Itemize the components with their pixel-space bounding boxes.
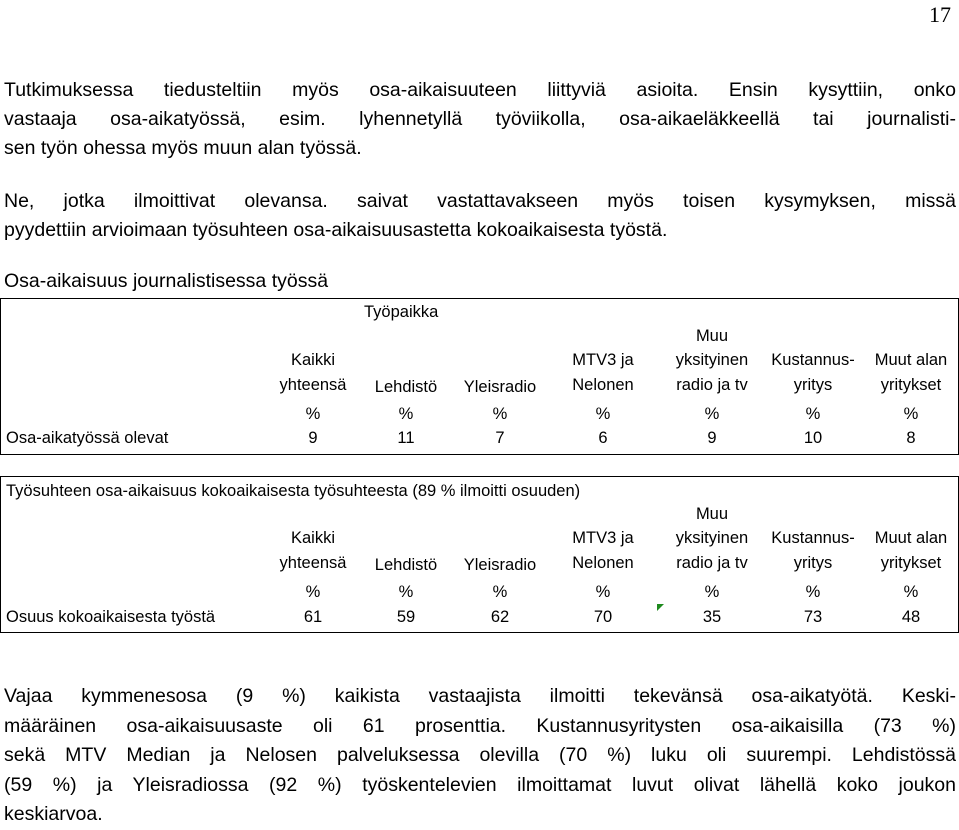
column-header: yksityinen: [675, 529, 749, 547]
intro-paragraph-2: [4, 187, 956, 245]
table-title: Työsuhteen osa-aikaisuus kokoaikaisesta työsuhteesta (89 % ilmoitti osuuden): [6, 482, 581, 500]
table-cell: 6: [598, 429, 608, 447]
table-2: [0, 476, 959, 633]
column-header: radio ja tv: [676, 554, 748, 572]
unit-label: %: [398, 405, 414, 423]
unit-label: %: [492, 583, 508, 601]
unit-label: %: [492, 405, 508, 423]
text-line: keskiarvoa.: [4, 803, 103, 825]
intro-paragraph-1: [4, 76, 956, 163]
unit-label: %: [704, 583, 720, 601]
text-line: pyydettiin arvioimaan työsuhteen osa-aikaisuusastetta kokoaikaisesta työstä.: [4, 219, 668, 241]
column-header: Kustannus-: [771, 351, 855, 369]
table-cell: 11: [397, 429, 415, 447]
table-cell: 8: [906, 429, 916, 447]
text-line: sen työn ohessa myös muun alan työssä.: [4, 137, 362, 159]
page-number: 17: [929, 2, 951, 27]
group-label: Työpaikka: [364, 303, 439, 321]
column-header: Lehdistö: [374, 556, 438, 574]
table-cell: 73: [803, 608, 823, 626]
table-1: [0, 298, 959, 455]
table-cell: 7: [495, 429, 505, 447]
column-header: MTV3 ja: [572, 529, 634, 547]
section-title: Osa-aikaisuus journalistisessa työssä: [4, 270, 329, 292]
column-header: Muu: [695, 505, 729, 523]
unit-label: %: [595, 583, 611, 601]
table-cell: 35: [702, 608, 722, 626]
column-header: yhteensä: [279, 554, 347, 572]
column-header: Nelonen: [572, 554, 634, 572]
table-cell: 59: [396, 608, 416, 626]
text-line: määräinen osa-aikaisuusaste oli 61 prosenttia. Kustannusyritysten osa-aikaisilla (73 %): [4, 714, 956, 737]
text-line: Vajaa kymmenesosa (9 %) kaikista vastaajista ilmoitti tekevänsä osa-aikatyötä. Keski-: [4, 685, 956, 707]
column-header: Nelonen: [572, 376, 634, 394]
column-header: MTV3 ja: [572, 351, 634, 369]
column-header: Yleisradio: [463, 556, 537, 574]
unit-label: %: [903, 583, 919, 601]
table-cell: 10: [803, 429, 823, 447]
unit-label: %: [305, 583, 321, 601]
row-label: Osa-aikatyössä olevat: [6, 429, 169, 447]
column-header: yritykset: [880, 554, 942, 572]
column-header: yritykset: [880, 376, 942, 394]
table-cell: 61: [303, 608, 323, 626]
column-header: yritys: [793, 376, 833, 394]
text-line: Tutkimuksessa tiedusteltiin myös osa-aikaisuuteen liittyviä asioita. Ensin kysyttiin, onko: [4, 79, 956, 101]
column-header: Lehdistö: [374, 378, 438, 396]
unit-label: %: [805, 583, 821, 601]
unit-label: %: [805, 405, 821, 423]
unit-label: %: [704, 405, 720, 423]
column-header: yritys: [793, 554, 833, 572]
text-line: (59 %) ja Yleisradiossa (92 %) työskentelevien ilmoittamat luvut olivat lähellä koko joukon: [4, 773, 956, 796]
column-header: yksityinen: [675, 351, 749, 369]
column-header: Kaikki: [290, 351, 335, 369]
table-cell: 9: [707, 429, 717, 447]
column-header: yhteensä: [279, 376, 347, 394]
column-header: Kustannus-: [771, 529, 855, 547]
text-line: sekä MTV Median ja Nelosen palveluksessa olevilla (70 %) luku oli suurempi. Lehdistössä: [4, 744, 956, 766]
column-header: Yleisradio: [463, 378, 537, 396]
column-header: radio ja tv: [676, 376, 748, 394]
table-cell: 62: [490, 608, 510, 626]
table-cell: 48: [901, 608, 921, 626]
text-line: Ne, jotka ilmoittivat olevansa. saivat vastattavakseen myös toisen kysymyksen, missä: [4, 190, 956, 212]
column-header: Kaikki: [290, 529, 335, 547]
text-line: vastaaja osa-aikatyössä, esim. lyhennetyllä työviikolla, osa-aikaeläkkeellä tai journalisti-: [4, 108, 956, 130]
column-header: Muut alan: [874, 529, 948, 547]
row-label: Osuus kokoaikaisesta työstä: [6, 608, 216, 626]
outro-paragraph: [4, 682, 956, 830]
unit-label: %: [398, 583, 414, 601]
column-header: Muut alan: [874, 351, 948, 369]
unit-label: %: [903, 405, 919, 423]
unit-label: %: [305, 405, 321, 423]
table-cell: 70: [593, 608, 613, 626]
column-header: Muu: [695, 327, 729, 345]
unit-label: %: [595, 405, 611, 423]
table-cell: 9: [308, 429, 318, 447]
